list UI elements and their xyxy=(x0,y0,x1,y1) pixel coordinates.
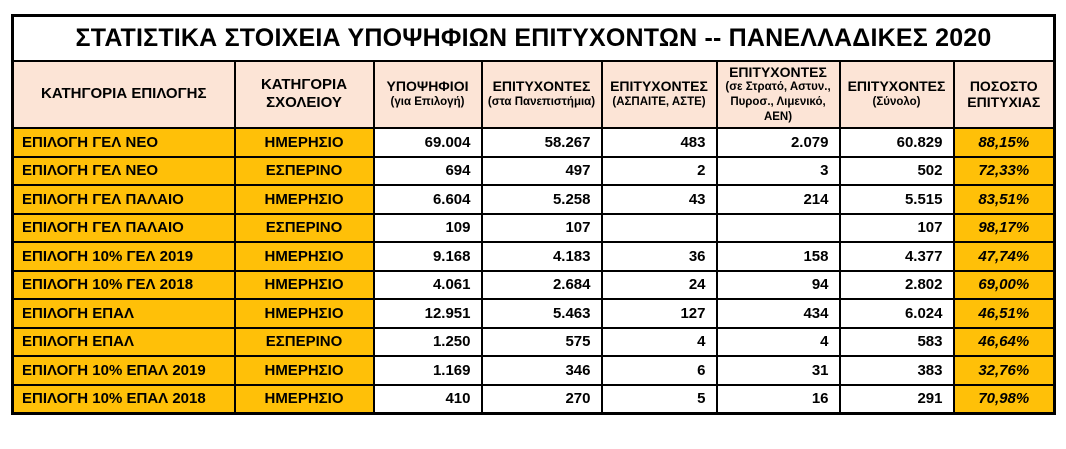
cell-success-percentage: 47,74% xyxy=(954,242,1055,271)
cell-successful-aspaite-aste: 483 xyxy=(602,128,717,157)
cell-successful-universities: 107 xyxy=(482,214,602,243)
cell-successful-total: 5.515 xyxy=(840,185,954,214)
table-row xyxy=(13,128,1055,157)
cell-successful-total: 60.829 xyxy=(840,128,954,157)
cell-successful-military: 4 xyxy=(717,328,840,357)
header-label: ΥΠΟΨΗΦΙΟΙ xyxy=(386,78,469,95)
cell-successful-aspaite-aste xyxy=(602,214,717,243)
cell-successful-aspaite-aste: 43 xyxy=(602,185,717,214)
cell-candidates: 1.250 xyxy=(374,328,482,357)
table-row xyxy=(13,242,1055,271)
cell-school-category: ΕΣΠΕΡΙΝΟ xyxy=(235,214,374,243)
title-row xyxy=(13,16,1055,61)
cell-selection-category: ΕΠΙΛΟΓΗ ΓΕΛ ΝΕΟ xyxy=(13,128,235,157)
cell-school-category: ΗΜΕΡΗΣΙΟ xyxy=(235,185,374,214)
header-row xyxy=(13,61,1055,129)
cell-successful-total: 383 xyxy=(840,356,954,385)
header-label: ΕΠΙΤΥΧΟΝΤΕΣ xyxy=(847,78,946,95)
table-row xyxy=(13,356,1055,385)
table-row xyxy=(13,385,1055,414)
header-label: ΚΑΤΗΓΟΡΙΑ ΕΠΙΛΟΓΗΣ xyxy=(41,85,207,103)
header-selection-category xyxy=(13,61,235,129)
cell-school-category: ΗΜΕΡΗΣΙΟ xyxy=(235,385,374,414)
cell-successful-aspaite-aste: 4 xyxy=(602,328,717,357)
header-sublabel: (για Επιλογή) xyxy=(390,96,465,109)
cell-successful-military: 434 xyxy=(717,299,840,328)
cell-success-percentage: 70,98% xyxy=(954,385,1055,414)
cell-success-percentage: 98,17% xyxy=(954,214,1055,243)
cell-selection-category: ΕΠΙΛΟΓΗ ΓΕΛ ΠΑΛΑΙΟ xyxy=(13,185,235,214)
header-school-category xyxy=(235,61,374,129)
cell-success-percentage: 88,15% xyxy=(954,128,1055,157)
cell-candidates: 9.168 xyxy=(374,242,482,271)
header-sublabel: (σε Στρατό, Αστυν., Πυροσ., Λιμενικό, ΑΕΝ) xyxy=(725,81,831,124)
cell-successful-universities: 270 xyxy=(482,385,602,414)
cell-school-category: ΗΜΕΡΗΣΙΟ xyxy=(235,242,374,271)
table-body xyxy=(13,128,1055,413)
cell-successful-universities: 4.183 xyxy=(482,242,602,271)
table-row xyxy=(13,185,1055,214)
header-label: ΕΠΙΤΥΧΟΝΤΕΣ xyxy=(729,63,827,80)
header-successful-aspaite-aste xyxy=(602,61,717,129)
cell-successful-military: 214 xyxy=(717,185,840,214)
cell-successful-military xyxy=(717,214,840,243)
table-row xyxy=(13,299,1055,328)
cell-successful-aspaite-aste: 6 xyxy=(602,356,717,385)
header-successful-universities xyxy=(482,61,602,129)
cell-selection-category: ΕΠΙΛΟΓΗ ΕΠΑΛ xyxy=(13,328,235,357)
table-row xyxy=(13,271,1055,300)
cell-successful-universities: 575 xyxy=(482,328,602,357)
cell-candidates: 12.951 xyxy=(374,299,482,328)
cell-successful-universities: 58.267 xyxy=(482,128,602,157)
cell-successful-military: 31 xyxy=(717,356,840,385)
header-sublabel: (στα Πανεπιστήμια) xyxy=(487,96,596,109)
table-row xyxy=(13,214,1055,243)
cell-selection-category: ΕΠΙΛΟΓΗ ΓΕΛ ΠΑΛΑΙΟ xyxy=(13,214,235,243)
cell-school-category: ΗΜΕΡΗΣΙΟ xyxy=(235,356,374,385)
cell-successful-aspaite-aste: 2 xyxy=(602,157,717,186)
cell-selection-category: ΕΠΙΛΟΓΗ 10% ΕΠΑΛ 2018 xyxy=(13,385,235,414)
cell-successful-total: 107 xyxy=(840,214,954,243)
cell-successful-universities: 497 xyxy=(482,157,602,186)
cell-successful-aspaite-aste: 24 xyxy=(602,271,717,300)
cell-successful-total: 583 xyxy=(840,328,954,357)
cell-candidates: 6.604 xyxy=(374,185,482,214)
header-label: ΚΑΤΗΓΟΡΙΑ ΣΧΟΛΕΙΟΥ xyxy=(260,76,348,112)
cell-successful-aspaite-aste: 127 xyxy=(602,299,717,328)
cell-successful-universities: 5.258 xyxy=(482,185,602,214)
cell-successful-total: 291 xyxy=(840,385,954,414)
statistics-table-container xyxy=(11,14,1056,415)
header-label: ΕΠΙΤΥΧΟΝΤΕΣ xyxy=(492,78,591,95)
header-label: ΕΠΙΤΥΧΟΝΤΕΣ xyxy=(610,78,708,95)
cell-successful-aspaite-aste: 5 xyxy=(602,385,717,414)
table-row xyxy=(13,157,1055,186)
cell-success-percentage: 32,76% xyxy=(954,356,1055,385)
cell-successful-military: 2.079 xyxy=(717,128,840,157)
cell-candidates: 410 xyxy=(374,385,482,414)
cell-successful-total: 6.024 xyxy=(840,299,954,328)
cell-success-percentage: 83,51% xyxy=(954,185,1055,214)
header-success-percentage xyxy=(954,61,1055,129)
header-successful-military xyxy=(717,61,840,129)
cell-success-percentage: 46,51% xyxy=(954,299,1055,328)
cell-successful-military: 3 xyxy=(717,157,840,186)
cell-school-category: ΗΜΕΡΗΣΙΟ xyxy=(235,299,374,328)
cell-success-percentage: 46,64% xyxy=(954,328,1055,357)
cell-school-category: ΕΣΠΕΡΙΝΟ xyxy=(235,328,374,357)
cell-successful-aspaite-aste: 36 xyxy=(602,242,717,271)
table-row xyxy=(13,328,1055,357)
table-title: ΣΤΑΤΙΣΤΙΚΑ ΣΤΟΙΧΕΙΑ ΥΠΟΨΗΦΙΩΝ ΕΠΙΤΥΧΟΝΤΩΝ -- ΠΑΝΕΛΛΑΔΙΚΕΣ 2020 xyxy=(13,16,1055,61)
cell-candidates: 4.061 xyxy=(374,271,482,300)
cell-selection-category: ΕΠΙΛΟΓΗ 10% ΓΕΛ 2019 xyxy=(13,242,235,271)
cell-successful-military: 94 xyxy=(717,271,840,300)
cell-school-category: ΗΜΕΡΗΣΙΟ xyxy=(235,271,374,300)
cell-candidates: 694 xyxy=(374,157,482,186)
cell-successful-total: 2.802 xyxy=(840,271,954,300)
cell-successful-total: 502 xyxy=(840,157,954,186)
cell-successful-military: 158 xyxy=(717,242,840,271)
cell-selection-category: ΕΠΙΛΟΓΗ ΕΠΑΛ xyxy=(13,299,235,328)
cell-success-percentage: 69,00% xyxy=(954,271,1055,300)
statistics-table xyxy=(11,14,1056,415)
cell-successful-universities: 346 xyxy=(482,356,602,385)
cell-selection-category: ΕΠΙΛΟΓΗ ΓΕΛ ΝΕΟ xyxy=(13,157,235,186)
cell-successful-universities: 5.463 xyxy=(482,299,602,328)
header-sublabel: (ΑΣΠΑΙΤΕ, ΑΣΤΕ) xyxy=(612,96,706,109)
header-candidates xyxy=(374,61,482,129)
cell-selection-category: ΕΠΙΛΟΓΗ 10% ΕΠΑΛ 2019 xyxy=(13,356,235,385)
header-sublabel: (Σύνολο) xyxy=(872,96,921,109)
header-label: ΠΟΣΟΣΤΟ ΕΠΙΤΥΧΙΑΣ xyxy=(967,77,1041,111)
cell-successful-military: 16 xyxy=(717,385,840,414)
cell-success-percentage: 72,33% xyxy=(954,157,1055,186)
cell-candidates: 109 xyxy=(374,214,482,243)
cell-school-category: ΗΜΕΡΗΣΙΟ xyxy=(235,128,374,157)
cell-selection-category: ΕΠΙΛΟΓΗ 10% ΓΕΛ 2018 xyxy=(13,271,235,300)
header-successful-total xyxy=(840,61,954,129)
cell-candidates: 69.004 xyxy=(374,128,482,157)
cell-candidates: 1.169 xyxy=(374,356,482,385)
cell-school-category: ΕΣΠΕΡΙΝΟ xyxy=(235,157,374,186)
cell-successful-total: 4.377 xyxy=(840,242,954,271)
cell-successful-universities: 2.684 xyxy=(482,271,602,300)
